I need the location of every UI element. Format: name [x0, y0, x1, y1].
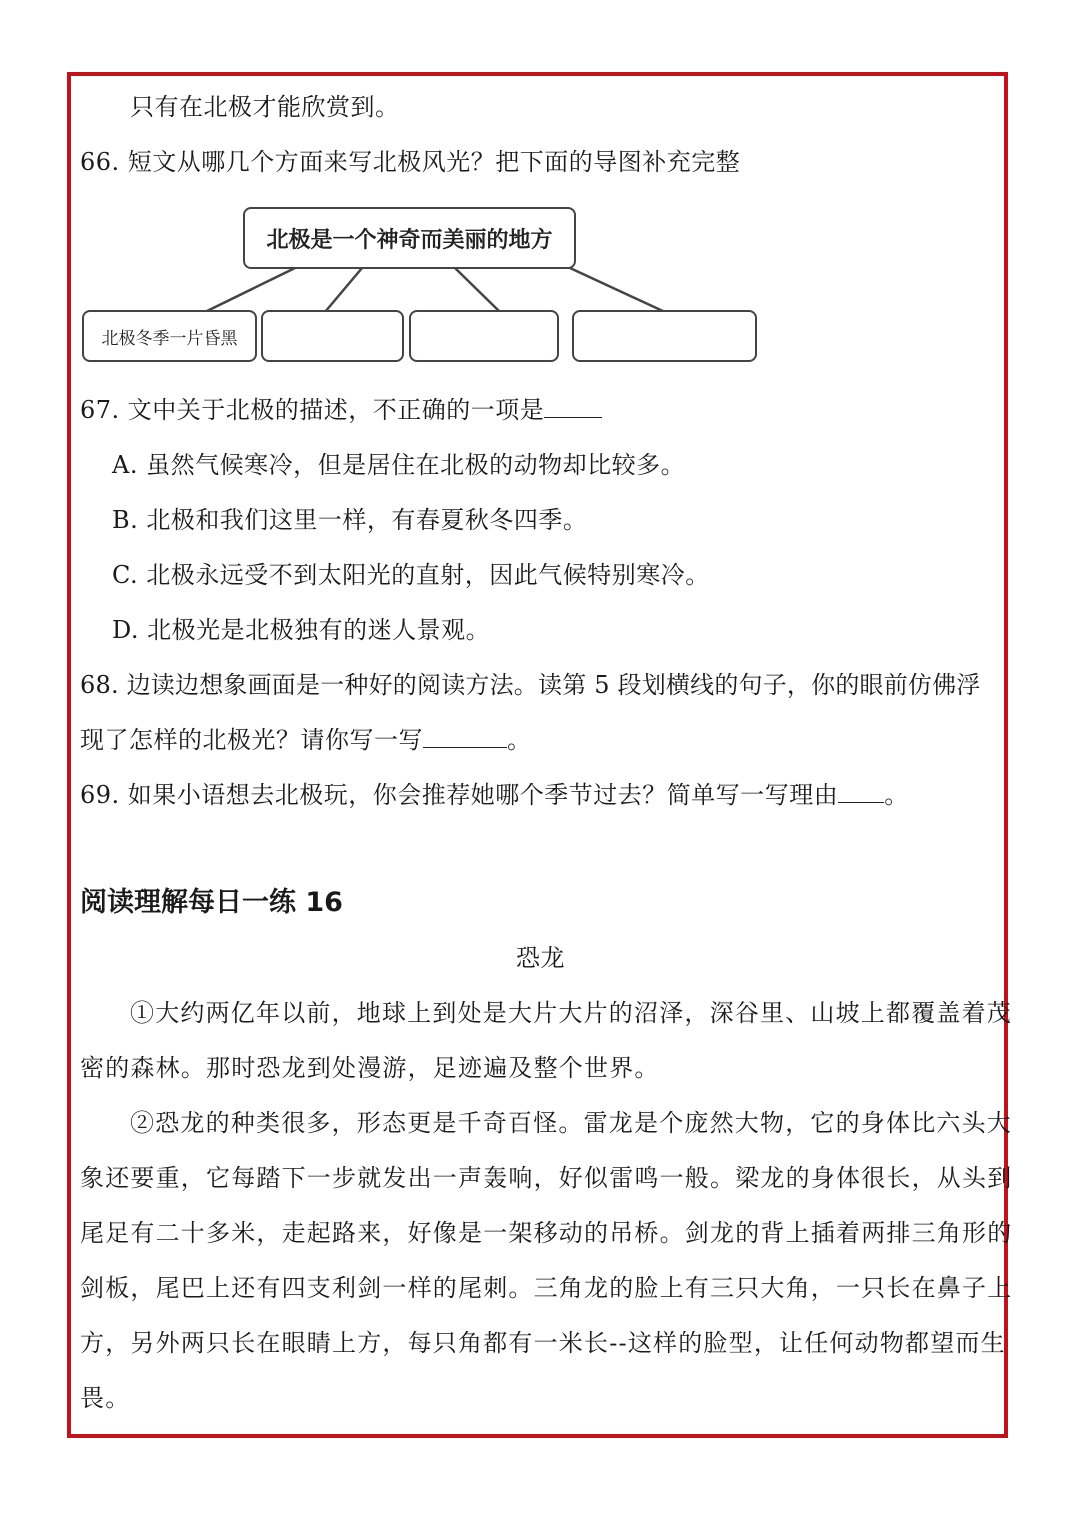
option-c: C. 北极永远受不到太阳光的直射，因此气候特别寒冷。 [112, 561, 710, 589]
connector-3 [455, 268, 500, 312]
connector-1 [205, 268, 295, 312]
passage-p1-line-1: ①大约两亿年以前，地球上到处是大片大片的沼泽，深谷里、山坡上都覆盖着茂 [130, 999, 1012, 1027]
passage-title: 恐龙 [516, 944, 565, 972]
option-a: A. 虽然气候寒冷，但是居住在北极的动物却比较多。 [112, 451, 686, 479]
text-line-continuation: 只有在北极才能欣赏到。 [130, 93, 400, 121]
section-title: 阅读理解每日一练 16 [80, 887, 343, 918]
question-69-end: 。 [884, 781, 909, 809]
answer-blank-68[interactable] [423, 725, 507, 748]
mindmap-leaf-1: 北极冬季一片昏黑 [82, 310, 257, 362]
mindmap-leaf-4-blank[interactable] [572, 310, 757, 362]
answer-blank-69[interactable] [838, 780, 884, 803]
answer-blank-67[interactable] [544, 395, 602, 418]
passage-p2-line-6: 畏。 [80, 1384, 131, 1412]
question-68-text: 现了怎样的北极光？请你写一写 [80, 726, 423, 754]
question-66: 66. 短文从哪几个方面来写北极风光？把下面的导图补充完整 [80, 148, 741, 176]
passage-p2-line-1: ②恐龙的种类很多，形态更是千奇百怪。雷龙是个庞然大物，它的身体比六头大 [130, 1109, 1012, 1137]
passage-p2-line-3: 尾足有二十多米，走起路来，好像是一架移动的吊桥。剑龙的背上插着两排三角形的 [80, 1219, 1013, 1247]
mindmap-root-box: 北极是一个神奇而美丽的地方 [243, 207, 576, 269]
question-68-end: 。 [507, 726, 532, 754]
passage-p2-line-4: 剑板，尾巴上还有四支利剑一样的尾刺。三角龙的脸上有三只大角，一只长在鼻子上 [80, 1274, 1013, 1302]
connector-2 [325, 268, 362, 312]
question-68-line-2 [80, 725, 532, 755]
question-67-text: 67. 文中关于北极的描述，不正确的一项是 [80, 396, 545, 424]
passage-p2-line-5: 方，另外两只长在眼睛上方，每只角都有一米长--这样的脸型，让任何动物都望而生 [80, 1329, 1006, 1357]
option-b: B. 北极和我们这里一样，有春夏秋冬四季。 [112, 506, 588, 534]
passage-p2-line-2: 象还要重，它每踏下一步就发出一声轰响，好似雷鸣一般。梁龙的身体很长，从头到 [80, 1164, 1013, 1192]
question-67 [80, 395, 602, 425]
question-69 [80, 780, 909, 810]
passage-p1-line-2: 密的森林。那时恐龙到处漫游，足迹遍及整个世界。 [80, 1054, 660, 1082]
option-d: D. 北极光是北极独有的迷人景观。 [112, 616, 491, 644]
mindmap-leaf-2-blank[interactable] [261, 310, 404, 362]
mindmap-leaf-3-blank[interactable] [409, 310, 559, 362]
question-68-line-1: 68. 边读边想象画面是一种好的阅读方法。读第 5 段划横线的句子，你的眼前仿佛浮 [80, 671, 981, 699]
connector-4 [570, 268, 665, 312]
question-69-text: 69. 如果小语想去北极玩，你会推荐她哪个季节过去？简单写一写理由 [80, 781, 839, 809]
